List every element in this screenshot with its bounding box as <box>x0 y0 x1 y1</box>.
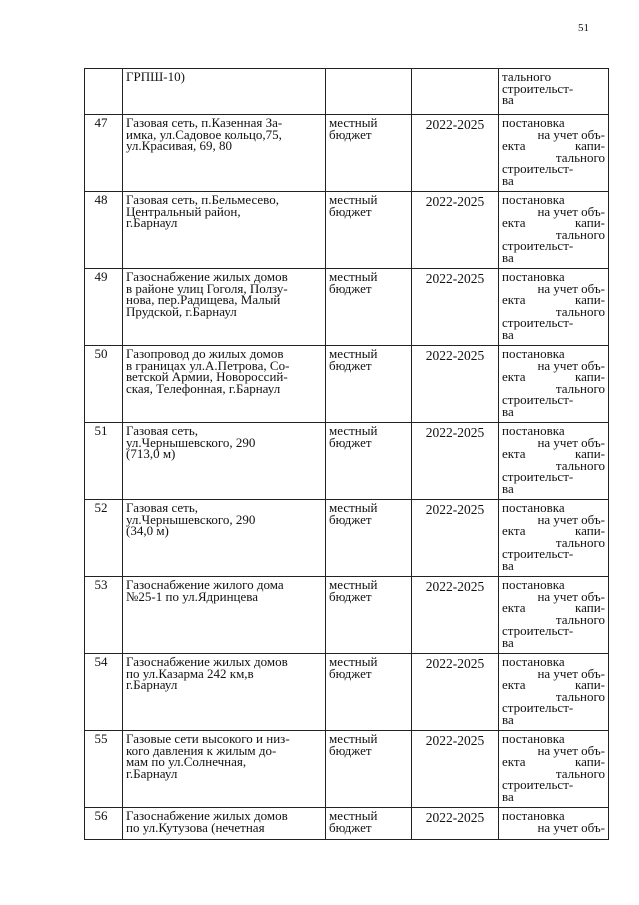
result-line: екта капи- <box>502 523 605 538</box>
row-number: 54 <box>94 654 108 669</box>
row-number: 49 <box>94 269 108 284</box>
row-number-cell <box>85 192 123 269</box>
object-name-line: Газовая сеть, <box>126 500 199 515</box>
row-number: 53 <box>94 577 108 592</box>
result-line: постановка <box>502 731 565 746</box>
object-name-line: Газоснабжение жилых домов <box>126 269 288 284</box>
period-cell <box>412 115 499 192</box>
row-number-cell <box>85 500 123 577</box>
object-name-line: ГРПШ-10) <box>126 69 185 84</box>
funding-source-cell <box>326 346 412 423</box>
result-line: постановка <box>502 346 565 361</box>
row-number-cell <box>85 808 123 840</box>
result-line: тального <box>555 457 605 473</box>
result-line: екта капи- <box>502 138 605 153</box>
funding-source-cell <box>326 808 412 840</box>
row-number-cell <box>85 346 123 423</box>
page-number: 51 <box>578 22 589 34</box>
funding-source-cell <box>326 731 412 808</box>
result-line: строительст- <box>502 623 574 638</box>
result-line: ва <box>502 249 514 265</box>
result-cell <box>499 577 609 654</box>
object-name-line: Газовая сеть, п.Бельмесево, <box>126 192 279 207</box>
row-number-cell <box>85 115 123 192</box>
funding-source-line: местный <box>329 192 378 207</box>
result-cell <box>499 423 609 500</box>
table-row <box>85 115 609 192</box>
result-line: тального <box>555 149 605 165</box>
funding-source-cell <box>326 115 412 192</box>
result-cell <box>499 192 609 269</box>
result-line: на учет объ- <box>537 280 605 296</box>
object-name-cell <box>123 500 326 577</box>
funding-source-cell <box>326 69 412 115</box>
object-name-line: Прудской, г.Барнаул <box>126 303 237 319</box>
result-line: екта капи- <box>502 600 605 615</box>
result-cell <box>499 500 609 577</box>
object-name-cell <box>123 269 326 346</box>
period-cell <box>412 500 499 577</box>
row-number: 55 <box>94 731 108 746</box>
result-line: на учет объ- <box>537 357 605 373</box>
object-name-line: №25-1 по ул.Ядринцева <box>126 588 259 604</box>
row-number: 50 <box>94 346 108 361</box>
row-number-cell <box>85 654 123 731</box>
result-line: постановка <box>502 654 565 669</box>
period-cell <box>412 423 499 500</box>
period-cell <box>412 808 499 840</box>
table-row <box>85 192 609 269</box>
result-cell <box>499 115 609 192</box>
funding-source-line: бюджет <box>329 126 372 142</box>
funding-source-cell <box>326 500 412 577</box>
period-text: 2022-2025 <box>425 425 485 440</box>
object-name-cell <box>123 654 326 731</box>
object-name-line: ул.Чернышевского, 290 <box>126 434 256 450</box>
result-line: постановка <box>502 269 565 284</box>
period-cell <box>412 346 499 423</box>
funding-source-line: местный <box>329 500 378 515</box>
funding-source-cell <box>326 192 412 269</box>
result-line: тального <box>555 380 605 396</box>
funding-source-line: местный <box>329 269 378 284</box>
row-number-cell <box>85 269 123 346</box>
funding-source-line: местный <box>329 423 378 438</box>
result-line: ва <box>502 557 514 573</box>
result-line: екта капи- <box>502 677 605 692</box>
result-line: ва <box>502 634 514 650</box>
result-line: строительст- <box>502 392 574 407</box>
row-number-cell <box>85 577 123 654</box>
result-line: на учет объ- <box>537 126 605 142</box>
object-name-line: нова, пер.Радищева, Малый <box>126 292 281 307</box>
table-row <box>85 808 609 840</box>
result-line: строительст- <box>502 700 574 715</box>
result-cell <box>499 654 609 731</box>
program-table <box>84 68 609 840</box>
row-number: 51 <box>94 423 108 438</box>
result-line: на учет объ- <box>537 434 605 450</box>
result-line: строительст- <box>502 546 574 561</box>
result-line: на учет объ- <box>537 588 605 604</box>
result-line: на учет объ- <box>537 203 605 219</box>
period-text: 2022-2025 <box>425 194 485 209</box>
funding-source-line: бюджет <box>329 511 372 527</box>
row-number-cell <box>85 69 123 115</box>
funding-source-line: местный <box>329 808 378 823</box>
table-row <box>85 346 609 423</box>
result-line: екта капи- <box>502 446 605 461</box>
table-row <box>85 269 609 346</box>
object-name-line: г.Барнаул <box>126 215 178 230</box>
object-name-line: г.Барнаул <box>126 765 178 781</box>
result-line: ва <box>502 172 514 188</box>
period-text: 2022-2025 <box>425 348 485 363</box>
object-name-cell <box>123 808 326 840</box>
result-line: строительст- <box>502 80 574 96</box>
result-line: тального <box>555 534 605 550</box>
table-row <box>85 731 609 808</box>
row-number: 48 <box>94 192 108 207</box>
object-name-line: Газоснабжение жилого дома <box>126 577 284 592</box>
object-name-line: (713,0 м) <box>126 446 176 461</box>
table-row <box>85 423 609 500</box>
funding-source-line: бюджет <box>329 819 372 835</box>
row-number: 52 <box>94 500 108 515</box>
result-line: на учет объ- <box>537 819 605 835</box>
result-line: строительст- <box>502 315 574 330</box>
object-name-line: Газопровод до жилых домов <box>126 346 284 361</box>
result-cell <box>499 346 609 423</box>
object-name-cell <box>123 115 326 192</box>
object-name-line: Газовые сети высокого и низ- <box>126 731 290 746</box>
period-text: 2022-2025 <box>425 502 485 517</box>
funding-source-cell <box>326 269 412 346</box>
result-line: на учет объ- <box>537 742 605 758</box>
funding-source-line: местный <box>329 115 378 130</box>
period-text: 2022-2025 <box>425 733 485 748</box>
object-name-line: Газоснабжение жилых домов <box>126 654 288 669</box>
result-line: постановка <box>502 192 565 207</box>
row-number: 56 <box>94 808 108 823</box>
period-cell <box>412 192 499 269</box>
object-name-line: ская, Телефонная, г.Барнаул <box>126 380 281 396</box>
result-line: на учет объ- <box>537 665 605 681</box>
result-cell <box>499 69 609 115</box>
result-line: ва <box>502 711 514 727</box>
object-name-cell <box>123 69 326 115</box>
object-name-cell <box>123 731 326 808</box>
funding-source-line: бюджет <box>329 434 372 450</box>
period-text: 2022-2025 <box>425 117 485 132</box>
result-line: тального <box>555 226 605 242</box>
object-name-cell <box>123 423 326 500</box>
result-line: тального <box>502 69 552 84</box>
result-line: ва <box>502 92 514 107</box>
result-line: строительст- <box>502 777 574 792</box>
row-number-cell <box>85 731 123 808</box>
result-line: постановка <box>502 577 565 592</box>
period-cell <box>412 577 499 654</box>
funding-source-line: бюджет <box>329 742 372 758</box>
result-line: ва <box>502 326 514 342</box>
row-number: 47 <box>94 115 108 130</box>
result-line: тального <box>555 765 605 781</box>
result-line: екта капи- <box>502 754 605 769</box>
funding-source-line: бюджет <box>329 203 372 219</box>
result-line: строительст- <box>502 161 574 176</box>
result-line: постановка <box>502 423 565 438</box>
period-cell <box>412 731 499 808</box>
funding-source-line: бюджет <box>329 357 372 373</box>
result-cell <box>499 269 609 346</box>
result-line: екта капи- <box>502 292 605 307</box>
result-line: строительст- <box>502 469 574 484</box>
result-line: постановка <box>502 500 565 515</box>
object-name-line: г.Барнаул <box>126 677 178 692</box>
table-row <box>85 500 609 577</box>
object-name-line: Газовая сеть, <box>126 423 199 438</box>
object-name-line: в границах ул.А.Петрова, Со- <box>126 357 290 373</box>
result-line: тального <box>555 688 605 704</box>
result-line: екта капи- <box>502 215 605 230</box>
object-name-line: имка, ул.Садовое кольцо,75, <box>126 126 282 142</box>
funding-source-cell <box>326 423 412 500</box>
period-text: 2022-2025 <box>425 579 485 594</box>
object-name-line: Центральный район, <box>126 203 241 219</box>
result-line: екта капи- <box>502 369 605 384</box>
funding-source-line: местный <box>329 577 378 592</box>
period-cell <box>412 269 499 346</box>
funding-source-cell <box>326 577 412 654</box>
object-name-line: ветской Армии, Новороссий- <box>126 369 288 384</box>
result-cell <box>499 808 609 840</box>
period-cell <box>412 654 499 731</box>
funding-source-line: бюджет <box>329 665 372 681</box>
object-name-line: ул.Красивая, 69, 80 <box>126 138 233 153</box>
period-cell <box>412 69 499 115</box>
table-row <box>85 654 609 731</box>
result-line: ва <box>502 403 514 419</box>
period-text: 2022-2025 <box>425 271 485 286</box>
result-line: тального <box>555 611 605 627</box>
continuation-row <box>85 69 609 115</box>
period-text: 2022-2025 <box>425 656 485 671</box>
object-name-line: кого давления к жилым до- <box>126 742 277 758</box>
object-name-cell <box>123 192 326 269</box>
object-name-line: (34,0 м) <box>126 523 169 538</box>
funding-source-line: местный <box>329 654 378 669</box>
result-line: на учет объ- <box>537 511 605 527</box>
object-name-line: Газовая сеть, п.Казенная За- <box>126 115 283 130</box>
result-line: постановка <box>502 808 565 823</box>
funding-source-cell <box>326 654 412 731</box>
result-line: тального <box>555 303 605 319</box>
result-line: ва <box>502 788 514 804</box>
funding-source-line: местный <box>329 346 378 361</box>
object-name-line: мам по ул.Солнечная, <box>126 754 247 769</box>
row-number-cell <box>85 423 123 500</box>
funding-source-line: бюджет <box>329 280 372 296</box>
object-name-cell <box>123 577 326 654</box>
result-line: ва <box>502 480 514 496</box>
object-name-line: ул.Чернышевского, 290 <box>126 511 256 527</box>
object-name-line: в районе улиц Гоголя, Ползу- <box>126 280 288 296</box>
period-text: 2022-2025 <box>425 810 485 825</box>
result-line: постановка <box>502 115 565 130</box>
table-row <box>85 577 609 654</box>
object-name-line: по ул.Кутузова (нечетная <box>126 819 265 835</box>
object-name-line: Газоснабжение жилых домов <box>126 808 288 823</box>
funding-source-line: бюджет <box>329 588 372 604</box>
funding-source-line: местный <box>329 731 378 746</box>
result-line: строительст- <box>502 238 574 253</box>
object-name-cell <box>123 346 326 423</box>
result-cell <box>499 731 609 808</box>
object-name-line: по ул.Казарма 242 км,в <box>126 665 254 681</box>
